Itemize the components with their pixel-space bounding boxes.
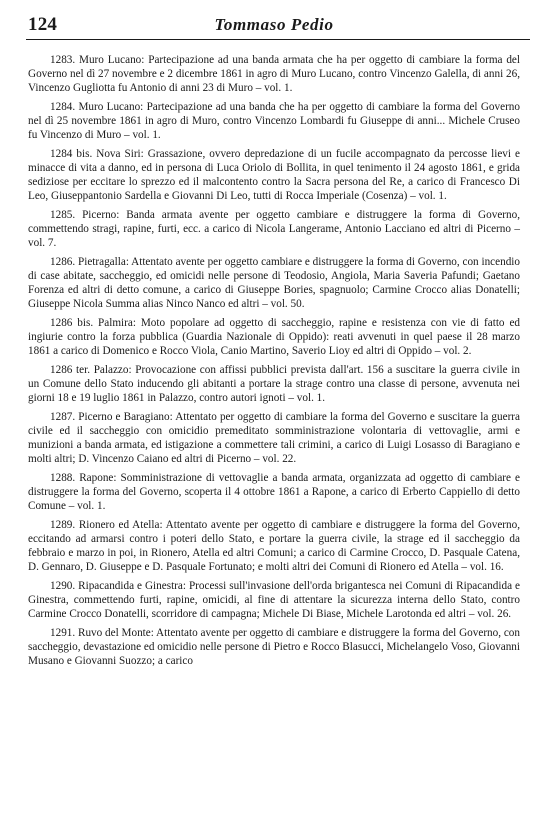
entry-1289: 1289. Rionero ed Atella: Attentato avente per oggetto di cambiare e distruggere la forma del Governo, eccitando ad armarsi contro i poteri dello Stato, e portare la guerra civile, la strage ed il saccheggio da febbraio e marzo in poi, in Rionero, Atella ed altri Comuni; a carico di Carmine Crocco, D. Pasquale Catena, D. Gennaro, D. Giuseppe e D. Pasquale Fortunato; e molti altri dei Comuni di Rionero ed Atella – vol. 16. [28, 519, 520, 573]
page-header [28, 14, 520, 38]
entries-list [28, 53, 520, 673]
entry-1291: 1291. Ruvo del Monte: Attentato avente per oggetto di cambiare e distruggere la forma del Governo, con saccheggio, devastazione ed omicidio nelle persone di Pietro e Rocco Blasucci, Michelangelo Voso, Giovanni Musano e Giovanni Suozzo; a carico [28, 627, 520, 667]
entry-1285: 1285. Picerno: Banda armata avente per oggetto cambiare e distruggere la forma di Governo, commettendo stragi, rapine, furti, ecc. a carico di Nicola Langerame, Antonio Lacciano ed altri di Picerno – vol. 7. [28, 209, 520, 249]
entry-1286-bis: 1286 bis. Palmira: Moto popolare ad oggetto di saccheggio, rapine e resistenza con vie di fatto ed ingiurie contro la forza pubblica (Guardia Nazionale di Oppido): reati avvenuti in quel paese il 28 marzo 1861 a carico di Domenico e Rocco Viola, Canio Martino, Saverio Lioy ed altri di Oppido – vol. 2. [28, 317, 520, 357]
entry-1288: 1288. Rapone: Somministrazione di vettovaglie a banda armata, organizzata ad oggetto di cambiare e distruggere la forma del Governo, scoperta il 4 ottobre 1861 a Rapone, a carico di Erberto Cappiello di detto Comune – vol. 1. [28, 472, 520, 512]
entry-1283: 1283. Muro Lucano: Partecipazione ad una banda armata che ha per oggetto di cambiare la forma del Governo nel dì 27 novembre e 2 dicembre 1861 in agro di Muro Lucano, contro Vincenzo Galella, di anni 26, Vincenzo Gugliotta fu Antonio di anni 23 di Muro – vol. 1. [28, 54, 520, 94]
entry-1286-ter: 1286 ter. Palazzo: Provocazione con affissi pubblici prevista dall'art. 156 a suscitare la guerra civile in un Comune dello Stato inducendo gli abitanti a portare la strage contro una classe di persone, avvenuta nei giorni 18 e 19 luglio 1861 in Palazzo, contro autori ignoti – vol. 1. [28, 364, 520, 404]
entry-1286: 1286. Pietragalla: Attentato avente per oggetto cambiare e distruggere la forma di Governo, con incendio di case abitate, saccheggio, ed omicidi nelle persone di Teodosio, Angiola, Maria Saveria Pafundi; Gaetano Forenza ed altri di detto comune, a carico di Giuseppe Bories, spagnuolo; Carmine Crocco alias Donatelli; Giuseppe Nicola Summa alias Ninco Nanco ed altri – vol. 50. [28, 256, 520, 310]
entry-1290: 1290. Ripacandida e Ginestra: Processi sull'invasione dell'orda brigantesca nei Comuni di Ripacandida e Ginestra, commettendo furti, rapine, omicidi, al fine di attentare la sicurezza interna dello Stato, contro Carmine Crocco Donatelli, scorridore di campagna; Michele Di Biase, Michele Larotonda ed altri – vol. 26. [28, 580, 520, 620]
entry-1287: 1287. Picerno e Baragiano: Attentato per oggetto di cambiare la forma del Governo e suscitare la guerra civile ed il saccheggio con omicidio premeditato somministrazione volontaria di vettovaglie, armi e munizioni a banda armata, ed istigazione a commettere tali crimini, a carico di Luigi Losasso di Baragiano e molti altri; D. Vincenzo Caiano ed altri di Picerno – vol. 22. [28, 411, 520, 465]
header-rule [26, 39, 530, 40]
entry-1284: 1284. Muro Lucano: Partecipazione ad una banda che ha per oggetto di cambiare la forma del Governo nel dì 25 novembre 1861 in agro di Muro, contro Vincenzo Lombardi fu Giuseppe di anni... Michele Cruseo fu Vincenzo di Muro – vol. 1. [28, 101, 520, 141]
running-head: Tommaso Pedio [214, 15, 334, 34]
entry-1284-bis: 1284 bis. Nova Siri: Grassazione, ovvero depredazione di un fucile accompagnato da percosse lievi e minacce di vita a danno, ed in persona di Luca Oriolo di Bollita, in quel tenimento il 24 agosto 1861, e grida sediziose per eccitare lo sprezzo ed il malcontento contro la Sacra persona del Re, a carico di Francesco Di Leo, Giuseppantonio Sardella e Giovanni Di Leo, tutti di Rocca Imperiale (Cosenza) – vol. 1. [28, 148, 520, 202]
page-number: 124 [28, 14, 58, 35]
